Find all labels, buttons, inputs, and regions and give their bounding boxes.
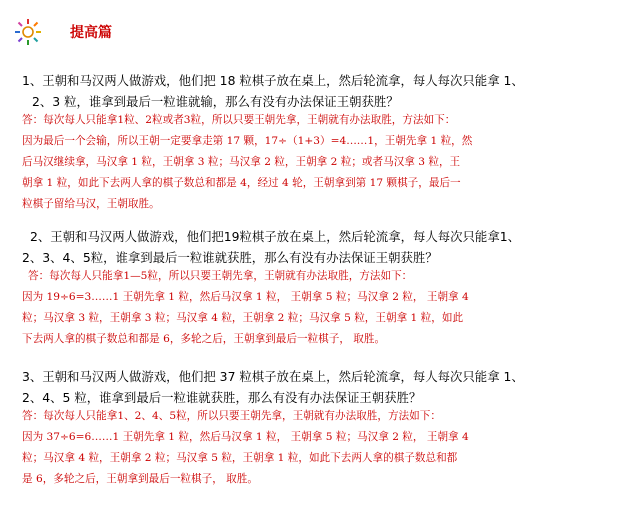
problem-1-answer <box>22 110 472 215</box>
answer-line: 粒棋子留给马汉，王朝取胜。 <box>22 198 160 210</box>
page-title: 提高篇 <box>70 25 112 41</box>
answer-line: 是 6，多轮之后，王朝拿到最后一粒棋子， 取胜。 <box>22 473 258 485</box>
answer-line: 朝拿 1 粒，如此下去两人拿的棋子数总和都是 4，经过 4 轮，王朝拿到第 17 颗棋子，最后一 <box>22 177 461 189</box>
question-line: 2、王朝和马汉两人做游戏，他们把19粒棋子放在桌上，然后轮流拿，每人每次只能拿1、 <box>30 229 520 244</box>
answer-line: 粒；马汉拿 4 粒，王朝拿 2 粒；马汉拿 5 粒，王朝拿 1 粒，如此下去两人拿的棋子数总和都 <box>22 452 458 464</box>
question-line: 2、3 粒，谁拿到最后一粒谁就输，那么有没有办法保证王朝获胜？ <box>32 94 399 109</box>
answer-line: 后马汉继续拿，马汉拿 1 粒，王朝拿 3 粒；马汉拿 2 粒，王朝拿 2 粒；或者马汉拿 3 粒，王 <box>22 156 461 168</box>
answer-line: 粒；马汉拿 3 粒，王朝拿 3 粒；马汉拿 4 粒，王朝拿 2 粒；马汉拿 5 粒，王朝拿 1 粒，如此 <box>22 312 464 324</box>
answer-line: 答：每次每人只能拿1粒、2粒或者3粒，所以只要王朝先拿，王朝就有办法取胜，方法如下： <box>22 114 456 126</box>
answer-line: 答：每次每人只能拿1—5粒，所以只要王朝先拿，王朝就有办法取胜，方法如下： <box>28 270 413 282</box>
answer-line: 下去两人拿的棋子数总和都是 6，多轮之后，王朝拿到最后一粒棋子， 取胜。 <box>22 333 386 345</box>
problem-2-answer <box>22 266 469 350</box>
sun-icon <box>14 18 42 46</box>
problem-3-question <box>22 366 524 408</box>
answer-line: 答：每次每人只能拿1、2、4、5粒，所以只要王朝先拿，王朝就有办法取胜，方法如下： <box>22 410 441 422</box>
question-line: 2、4、5 粒，谁拿到最后一粒谁就获胜，那么有没有办法保证王朝获胜？ <box>22 390 422 405</box>
question-line: 1、王朝和马汉两人做游戏，他们把 18 粒棋子放在桌上，然后轮流拿，每人每次只能拿 1、 <box>22 73 524 88</box>
problem-2-question <box>22 226 520 268</box>
problem-1-question <box>22 70 524 112</box>
question-line: 3、王朝和马汉两人做游戏，他们把 37 粒棋子放在桌上，然后轮流拿，每人每次只能拿 1、 <box>22 369 524 384</box>
problem-3-answer <box>22 406 469 490</box>
answer-line: 因为最后一个会输，所以王朝一定要拿走第 17 颗，17÷（1+3）=4……1，王朝先拿 1 粒，然 <box>22 135 473 147</box>
question-line: 2、3、4、5粒，谁拿到最后一粒谁就获胜，那么有没有办法保证王朝获胜？ <box>22 250 438 265</box>
answer-line: 因为 19÷6=3……1 王朝先拿 1 粒，然后马汉拿 1 粒， 王朝拿 5 粒；马汉拿 2 粒， 王朝拿 4 <box>22 291 469 303</box>
answer-line: 因为 37÷6=6……1 王朝先拿 1 粒，然后马汉拿 1 粒， 王朝拿 5 粒；马汉拿 2 粒， 王朝拿 4 <box>22 431 469 443</box>
